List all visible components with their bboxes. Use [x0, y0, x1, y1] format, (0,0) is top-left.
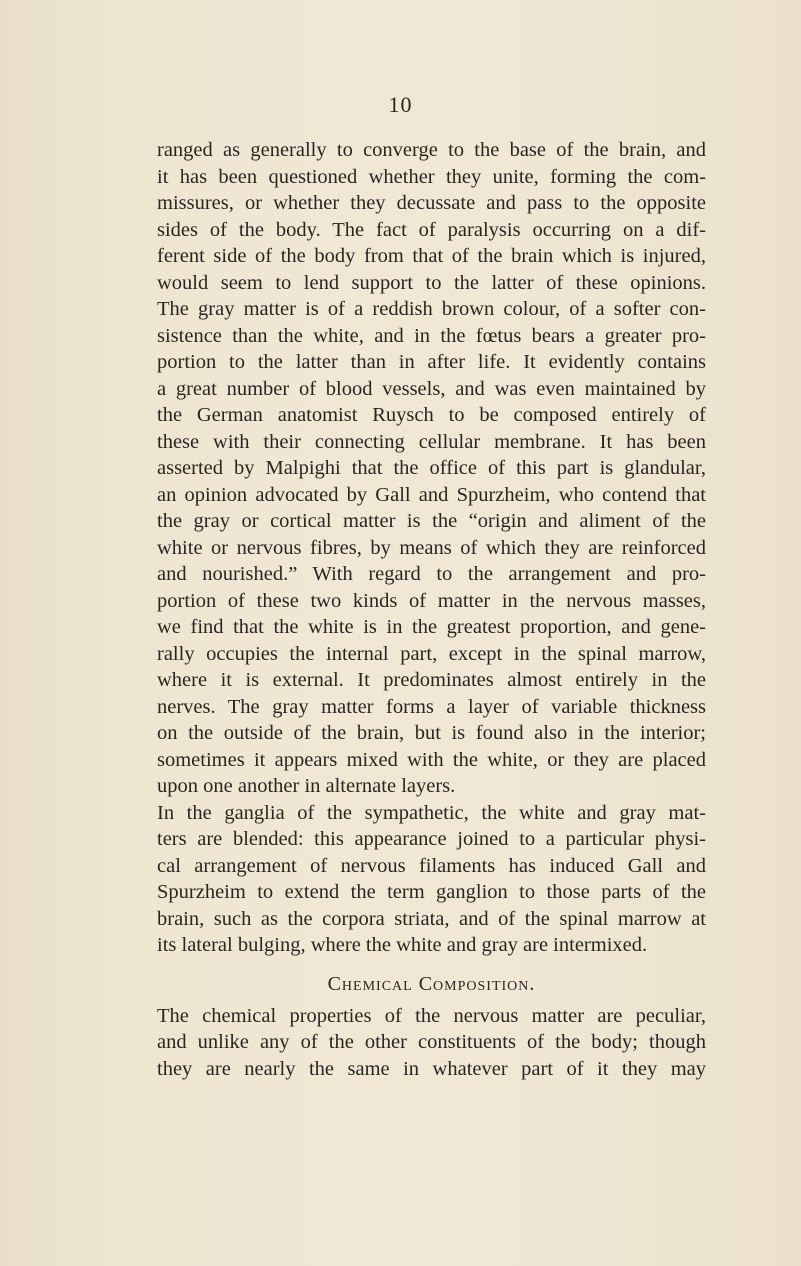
- text-line: cal arrangement of nervous filaments has induced Gall and: [157, 854, 706, 877]
- text-line: portion of these two kinds of matter in the nervous masses,: [157, 589, 706, 612]
- text-line: would seem to lend support to the latter of these opinions.: [157, 271, 706, 294]
- text-line: a great number of blood vessels, and was even maintained by: [157, 377, 706, 400]
- text-line: The chemical properties of the nervous matter are peculiar,: [157, 1004, 706, 1027]
- text-line: sides of the body. The fact of paralysis occurring on a dif-: [157, 218, 706, 241]
- text-line: missures, or whether they decussate and pass to the opposite: [157, 192, 706, 214]
- text-line: an opinion advocated by Gall and Spurzheim, who contend that: [157, 483, 706, 506]
- section-heading: Chemical Composition.: [327, 972, 536, 995]
- text-line: portion to the latter than in after life. It evidently contains: [157, 351, 706, 373]
- text-line: In the ganglia of the sympathetic, the white and gray mat-: [157, 801, 706, 824]
- text-line: where it is external. It predominates almost entirely in the: [157, 669, 706, 691]
- text-line: asserted by Malpighi that the office of this part is glandular,: [157, 457, 706, 479]
- text-line: brain, such as the corpora striata, and of the spinal marrow at: [157, 907, 706, 930]
- text-line: it has been questioned whether they unite, forming the com-: [157, 165, 706, 188]
- text-line: on the outside of the brain, but is found also in the interior;: [157, 722, 706, 744]
- text-line: nerves. The gray matter forms a layer of variable thickness: [157, 695, 706, 718]
- text-line: ranged as generally to converge to the base of the brain, and: [157, 139, 706, 161]
- text-line: The gray matter is of a reddish brown colour, of a softer con-: [157, 298, 706, 320]
- text-line: we find that the white is in the greatest proportion, and gene-: [157, 616, 706, 638]
- text-line: and nourished.” With regard to the arrangement and pro-: [157, 563, 706, 585]
- text-line: its lateral bulging, where the white and gray are intermixed.: [157, 934, 648, 956]
- text-line: white or nervous fibres, by means of which they are reinforced: [157, 536, 706, 559]
- page-number: 10: [388, 92, 413, 117]
- text-line: sistence than the white, and in the fœtus bears a greater pro-: [157, 324, 706, 347]
- text-line: upon one another in alternate layers.: [157, 775, 456, 797]
- text-line: the gray or cortical matter is the “origin and aliment of the: [157, 510, 706, 532]
- paragraph-2: [157, 800, 706, 959]
- text-line: and unlike any of the other constituents of the body; though: [157, 1031, 706, 1053]
- text-line: ters are blended: this appearance joined to a particular physi-: [157, 828, 706, 850]
- text-line: they are nearly the same in whatever part of it they may: [157, 1057, 706, 1080]
- paragraph-3: [157, 1003, 706, 1083]
- text-line: sometimes it appears mixed with the white, or they are placed: [157, 748, 706, 771]
- body-text: [157, 137, 706, 1082]
- text-line: Spurzheim to extend the term ganglion to those parts of the: [157, 881, 706, 903]
- text-line: ferent side of the body from that of the brain which is injured,: [157, 245, 706, 267]
- paragraph-1: [157, 137, 706, 800]
- text-line: the German anatomist Ruysch to be composed entirely of: [157, 404, 706, 426]
- text-line: these with their connecting cellular membrane. It has been: [157, 430, 706, 453]
- text-line: rally occupies the internal part, except in the spinal marrow,: [157, 642, 706, 665]
